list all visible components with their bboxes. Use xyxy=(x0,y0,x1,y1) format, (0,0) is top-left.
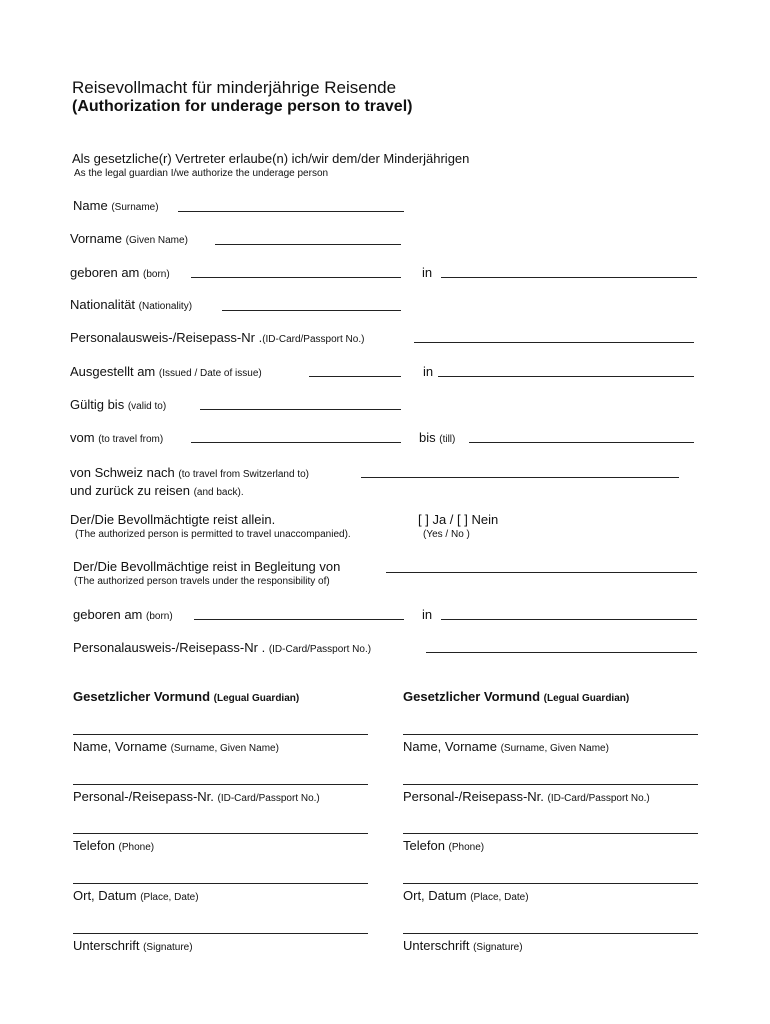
issued-date-field[interactable] xyxy=(309,376,401,377)
given-name-field[interactable] xyxy=(215,244,401,245)
guardian-2-passport-label: Personal-/Reisepass-Nr. (ID-Card/Passport No.) xyxy=(403,789,650,804)
intro-text-english: As the legal guardian I/we authorize the underage person xyxy=(74,168,329,179)
accompanied-english: (The authorized person travels under the responsibility of) xyxy=(74,576,330,587)
guardian-2-passport-field[interactable] xyxy=(403,784,698,785)
given-name-label: Vorname (Given Name) xyxy=(70,231,188,246)
guardian-1-name-label: Name, Vorname (Surname, Given Name) xyxy=(73,739,279,754)
passport-label: Personalausweis-/Reisepass-Nr .(ID-Card/Passport No.) xyxy=(70,330,365,345)
guardian-1-signature-field[interactable] xyxy=(73,933,368,934)
form-title-english: (Authorization for underage person to travel) xyxy=(72,98,413,115)
issued-label: Ausgestellt am (Issued / Date of issue) xyxy=(70,364,262,379)
guardian-1-place-date-label: Ort, Datum (Place, Date) xyxy=(73,888,199,903)
accompanied-label: Der/Die Bevollmächtige reist in Begleitung von xyxy=(73,559,341,574)
form-title: Reisevollmacht für minderjährige Reisende xyxy=(72,78,397,97)
nationality-label: Nationalität (Nationality) xyxy=(70,297,193,312)
guardian-1-place-date-field[interactable] xyxy=(73,883,368,884)
name-field[interactable] xyxy=(178,211,404,212)
guardian-1-passport-field[interactable] xyxy=(73,784,368,785)
valid-label: Gültig bis (valid to) xyxy=(70,397,167,412)
born-in-label: in xyxy=(422,265,433,280)
issued-in-label: in xyxy=(423,364,434,379)
travel-till-field[interactable] xyxy=(469,442,694,443)
travel-till-label: bis (till) xyxy=(419,430,456,445)
guardian-1-signature-label: Unterschrift (Signature) xyxy=(73,938,193,953)
valid-field[interactable] xyxy=(200,409,401,410)
guardian-1-heading: Gesetzlicher Vormund (Legual Guardian) xyxy=(73,689,300,704)
born-place-field[interactable] xyxy=(441,277,697,278)
companion-born-in-label: in xyxy=(422,607,433,622)
travel-from-field[interactable] xyxy=(191,442,401,443)
passport-field[interactable] xyxy=(414,342,694,343)
guardian-2-phone-label: Telefon (Phone) xyxy=(403,838,485,853)
born-label: geboren am (born) xyxy=(70,265,170,280)
born-date-field[interactable] xyxy=(191,277,401,278)
accompanied-by-field[interactable] xyxy=(386,572,697,573)
nationality-field[interactable] xyxy=(222,310,401,311)
companion-passport-field[interactable] xyxy=(426,652,697,653)
companion-passport-label: Personalausweis-/Reisepass-Nr . (ID-Card/Passport No.) xyxy=(73,640,372,655)
guardian-2-place-date-field[interactable] xyxy=(403,883,698,884)
guardian-2-signature-label: Unterschrift (Signature) xyxy=(403,938,523,953)
guardian-2-name-label: Name, Vorname (Surname, Given Name) xyxy=(403,739,609,754)
unaccompanied-label: Der/Die Bevollmächtigte reist allein. xyxy=(70,512,276,527)
name-label: Name (Surname) xyxy=(73,198,159,213)
guardian-1-phone-label: Telefon (Phone) xyxy=(73,838,155,853)
unaccompanied-choice[interactable]: [ ] Ja / [ ] Nein xyxy=(418,512,499,527)
guardian-1-phone-field[interactable] xyxy=(73,833,368,834)
guardian-2-name-field[interactable] xyxy=(403,734,698,735)
companion-born-label: geboren am (born) xyxy=(73,607,173,622)
companion-born-date-field[interactable] xyxy=(194,619,404,620)
issued-place-field[interactable] xyxy=(438,376,694,377)
guardian-1-passport-label: Personal-/Reisepass-Nr. (ID-Card/Passport No.) xyxy=(73,789,320,804)
companion-born-place-field[interactable] xyxy=(441,619,697,620)
unaccompanied-english: (The authorized person is permitted to travel unaccompanied). xyxy=(75,529,351,540)
unaccompanied-choice-english: (Yes / No ) xyxy=(423,529,470,540)
guardian-2-phone-field[interactable] xyxy=(403,833,698,834)
destination-field[interactable] xyxy=(361,477,679,478)
intro-text: Als gesetzliche(r) Vertreter erlaube(n) ich/wir dem/der Minderjährigen xyxy=(72,151,470,166)
return-label: und zurück zu reisen (and back). xyxy=(70,483,244,498)
guardian-2-heading: Gesetzlicher Vormund (Legual Guardian) xyxy=(403,689,630,704)
travel-from-label: vom (to travel from) xyxy=(70,430,164,445)
destination-label: von Schweiz nach (to travel from Switzerland to) xyxy=(70,465,310,480)
guardian-1-name-field[interactable] xyxy=(73,734,368,735)
guardian-2-signature-field[interactable] xyxy=(403,933,698,934)
guardian-2-place-date-label: Ort, Datum (Place, Date) xyxy=(403,888,529,903)
